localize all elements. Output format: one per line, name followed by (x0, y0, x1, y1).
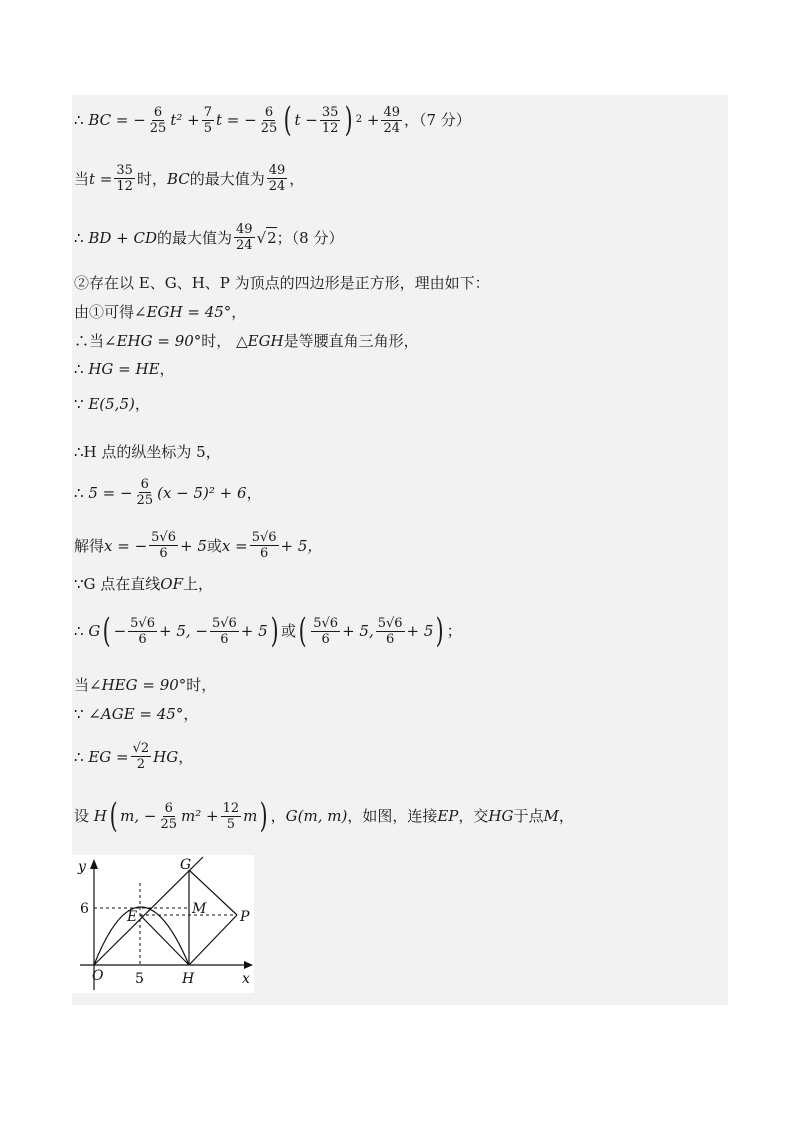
expr-part: 5 = − (88, 483, 133, 502)
text: ，如图，连接 (347, 807, 438, 825)
text: ， (558, 807, 574, 825)
expr-part: + 5 (240, 622, 268, 640)
line-bc-expression: ∴ BC = − $\frac{6}{25}$ t² + $\frac{7}{5}$ t = − $\frac{6}{25}$ ( t − $\frac{35}{12}$ ) 2 + $\frac{49}{24}$ ，（7 分） (74, 100, 471, 140)
text: 或 (206, 536, 222, 555)
expr-part: t − (294, 111, 318, 129)
score-note: ，（7 分） (403, 111, 471, 129)
tick-label-5: 5 (135, 971, 144, 987)
text: 的最大值为 (157, 228, 233, 247)
text: ， (134, 395, 150, 413)
fraction: $\frac{6}{25}$ (149, 104, 167, 136)
expr-part: G(m, m) (285, 807, 348, 825)
fraction: $\frac{5√6}{6}$ (313, 615, 339, 647)
score-note: ；（8 分） (276, 228, 344, 247)
line-max-bc (74, 163, 304, 194)
line-angle-egh (74, 302, 246, 322)
text: 解得 (74, 536, 105, 555)
geometry-figure (72, 855, 254, 993)
expr-part: M (543, 807, 559, 825)
text: ∴当 (74, 332, 105, 350)
text: 或 (280, 622, 296, 640)
expr-part: HG = HE (88, 360, 160, 378)
because-symbol: ∵ (74, 395, 84, 413)
text: ， (183, 705, 199, 723)
fraction: $\frac{6}{25}$ (260, 104, 278, 136)
expr-part: t = − (216, 111, 257, 129)
expr-part: t = (89, 169, 113, 188)
line-solutions (74, 530, 322, 561)
therefore-symbol: ∴ (74, 747, 84, 766)
line-e-coords (74, 394, 150, 414)
expr-part: + 5 (179, 536, 207, 555)
fraction: $\frac{5√6}{6}$ (130, 615, 155, 647)
text: ∴H 点的纵坐标为 5， (74, 443, 221, 461)
line-eg-hg (74, 741, 193, 772)
fraction: $\frac{12}{5}$ (222, 800, 240, 832)
expr-part: BC (166, 169, 190, 188)
expr-part: + 5, (342, 622, 374, 640)
expr-part: HG (153, 747, 179, 766)
fraction: $\frac{49}{24}$ (268, 163, 286, 194)
point-label-p: P (240, 909, 250, 925)
text: ， (289, 169, 305, 188)
expr-part: + 5, − (158, 622, 208, 640)
line-h-ordinate (74, 442, 221, 462)
therefore-symbol: ∴ (74, 622, 84, 640)
expr-part: BD + CD (88, 228, 157, 247)
text: 当 (74, 676, 90, 694)
expr-part: + 5 (406, 622, 434, 640)
fraction: $\frac{7}{5}$ (203, 104, 212, 136)
expr-part: H (93, 807, 107, 825)
expr-part: E(5,5) (88, 395, 135, 413)
text: ∵G 点在直线 (74, 575, 161, 593)
fraction: $\frac{5√6}{6}$ (151, 530, 176, 561)
point-label-h: H (182, 971, 195, 987)
expr-part: − (113, 622, 127, 640)
line-angle-age (74, 704, 198, 724)
text: 是等腰直角三角形， (283, 332, 419, 350)
text: ， (270, 807, 286, 825)
line-max-bd-cd: ∴ BD + CD 的最大值为 $\frac{49}{24}$ √ 2 ；（8 分） (74, 222, 344, 253)
line-hg-he (74, 359, 175, 379)
text: 当 (74, 169, 90, 188)
text: ； (446, 622, 462, 640)
expr-part: ∠AGE = 45° (88, 705, 184, 723)
expr-part: EP (437, 807, 459, 825)
line-equation (74, 477, 262, 508)
expr-part: + 5， (280, 536, 323, 555)
because-symbol: ∵ (74, 705, 84, 723)
therefore-symbol: ∴ (74, 111, 84, 129)
fraction: $\frac{49}{24}$ (383, 104, 400, 136)
fraction: $\frac{5√6}{6}$ (211, 615, 237, 647)
line-part2-intro (74, 273, 490, 293)
fraction: $\frac{6}{25}$ (160, 800, 178, 832)
text: 设 (74, 807, 90, 825)
point-label-g: G (180, 857, 192, 873)
fraction: $\frac{5√6}{6}$ (377, 615, 403, 647)
expr-part: x = (221, 536, 248, 555)
text: 时， (136, 169, 167, 188)
expr-part: m, − (120, 807, 157, 825)
expr-part: HG (488, 807, 514, 825)
expr-part: t² + (170, 111, 200, 129)
therefore-symbol: ∴ (74, 228, 84, 247)
text: 于点 (513, 807, 544, 825)
therefore-symbol: ∴ (74, 483, 84, 502)
fraction: $\frac{35}{12}$ (321, 104, 339, 136)
line-angle-ehg (74, 331, 419, 351)
text: 的最大值为 (189, 169, 265, 188)
text: ②存在以 E、G、H、P 为顶点的四边形是正方形，理由如下： (74, 274, 490, 292)
expr-part: x = − (104, 536, 148, 555)
radicand: 2 (267, 229, 277, 247)
fraction: $\frac{5√6}{6}$ (251, 530, 277, 561)
text: 时， (186, 676, 217, 694)
text: 由①可得 (74, 303, 135, 321)
expr-part: ∠EHG = 90° (104, 332, 202, 350)
fraction: $\frac{6}{25}$ (136, 477, 154, 508)
x-axis-label: x (242, 971, 250, 987)
expr-part: EG = (88, 747, 129, 766)
expr-part: m² + (181, 807, 219, 825)
text: ， (178, 747, 194, 766)
therefore-symbol: ∴ (74, 360, 84, 378)
bc-lhs: BC = − (88, 111, 146, 129)
expr-part: m (243, 807, 258, 825)
text: ， (231, 303, 247, 321)
expr-part: G (88, 622, 101, 640)
line-g-on-of (74, 574, 213, 594)
fraction: $\frac{49}{24}$ (236, 222, 253, 253)
point-label-o: O (92, 968, 104, 984)
y-axis-label: y (78, 859, 86, 875)
expr-part: OF (160, 575, 184, 593)
line-g-coords: ∴ G ( − $\frac{5√6}{6}$ + 5, − $\frac{5√6}{6}$ + 5 ) 或 ( $\frac{5√6}{6}$ + 5, $\frac{5√6}{6}$ + 5 ) ； (74, 611, 462, 651)
expr-part: ∠EGH = 45° (134, 303, 232, 321)
point-label-e: E (127, 909, 138, 925)
expr-part: + (366, 111, 380, 129)
line-set-h-g: 设 H ( m, − $\frac{6}{25}$ m² + $\frac{12}{5}$ m ) ， G(m, m) ，如图，连接 EP ，交 HG 于点 M ， (74, 796, 574, 836)
fraction: $\frac{√2}{2}$ (132, 741, 150, 772)
expr-part: △EGH (236, 332, 284, 350)
line-angle-heg (74, 675, 216, 695)
point-label-m: M (192, 901, 207, 917)
text: ， (159, 360, 175, 378)
text: ，交 (458, 807, 489, 825)
text: ， (246, 483, 262, 502)
text: 时， (201, 332, 232, 350)
fraction: $\frac{35}{12}$ (116, 163, 133, 194)
expr-part: (x − 5)² + 6 (157, 483, 247, 502)
text: 上， (183, 575, 214, 593)
tick-label-6: 6 (80, 901, 89, 917)
expr-part: ∠HEG = 90° (89, 676, 187, 694)
